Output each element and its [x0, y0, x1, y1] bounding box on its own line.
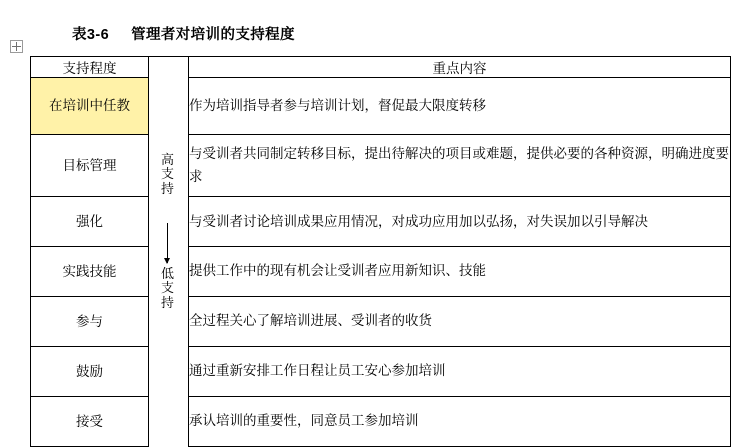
row-content-4: 全过程关心了解培训进展、受训者的收货	[189, 297, 731, 347]
row-level-4: 参与	[31, 297, 149, 347]
row-content-2: 与受训者讨论培训成果应用情况，对成功应用加以弘扬，对失误加以引导解决	[189, 197, 731, 247]
row-content-0: 作为培训指导者参与培训计划，督促最大限度转移	[189, 78, 731, 135]
table-caption	[72, 23, 730, 44]
row-level-2: 强化	[31, 197, 149, 247]
caption-label: 表3-6	[72, 27, 110, 43]
rail-cell	[149, 135, 189, 447]
support-scale-rail	[149, 135, 188, 447]
support-degree-table	[30, 56, 731, 447]
table-row	[31, 135, 731, 197]
rail-bottom-label: 低 支 持	[160, 265, 175, 310]
caption-title: 管理者对培训的支持程度	[131, 27, 295, 43]
document-body	[30, 0, 730, 447]
rail-top-label: 高 支 持	[160, 151, 175, 196]
row-level-0: 在培训中任教	[31, 78, 149, 135]
table-row	[31, 78, 731, 135]
row-level-1: 目标管理	[31, 135, 149, 197]
table-row	[31, 197, 731, 247]
header-cell-content: 重点内容	[189, 57, 731, 78]
row-content-1: 与受训者共同制定转移目标，提出待解决的项目或难题，提供必要的各种资源，明确进度要求	[189, 135, 731, 197]
row-level-3: 实践技能	[31, 247, 149, 297]
row-level-5: 鼓励	[31, 347, 149, 397]
downward-arrow-icon	[167, 223, 168, 263]
table-header-row	[31, 57, 731, 78]
row-content-5: 通过重新安排工作日程让员工安心参加培训	[189, 347, 731, 397]
row-content-6: 承认培训的重要性，同意员工参加培训	[189, 397, 731, 447]
table-row	[31, 347, 731, 397]
table-row	[31, 247, 731, 297]
table-row	[31, 297, 731, 347]
header-cell-level: 支持程度	[31, 57, 149, 78]
table-move-handle[interactable]	[10, 40, 23, 53]
table-row	[31, 397, 731, 447]
row-level-6: 接受	[31, 397, 149, 447]
rail-spacer-cell	[149, 57, 189, 135]
row-content-3: 提供工作中的现有机会让受训者应用新知识、技能	[189, 247, 731, 297]
